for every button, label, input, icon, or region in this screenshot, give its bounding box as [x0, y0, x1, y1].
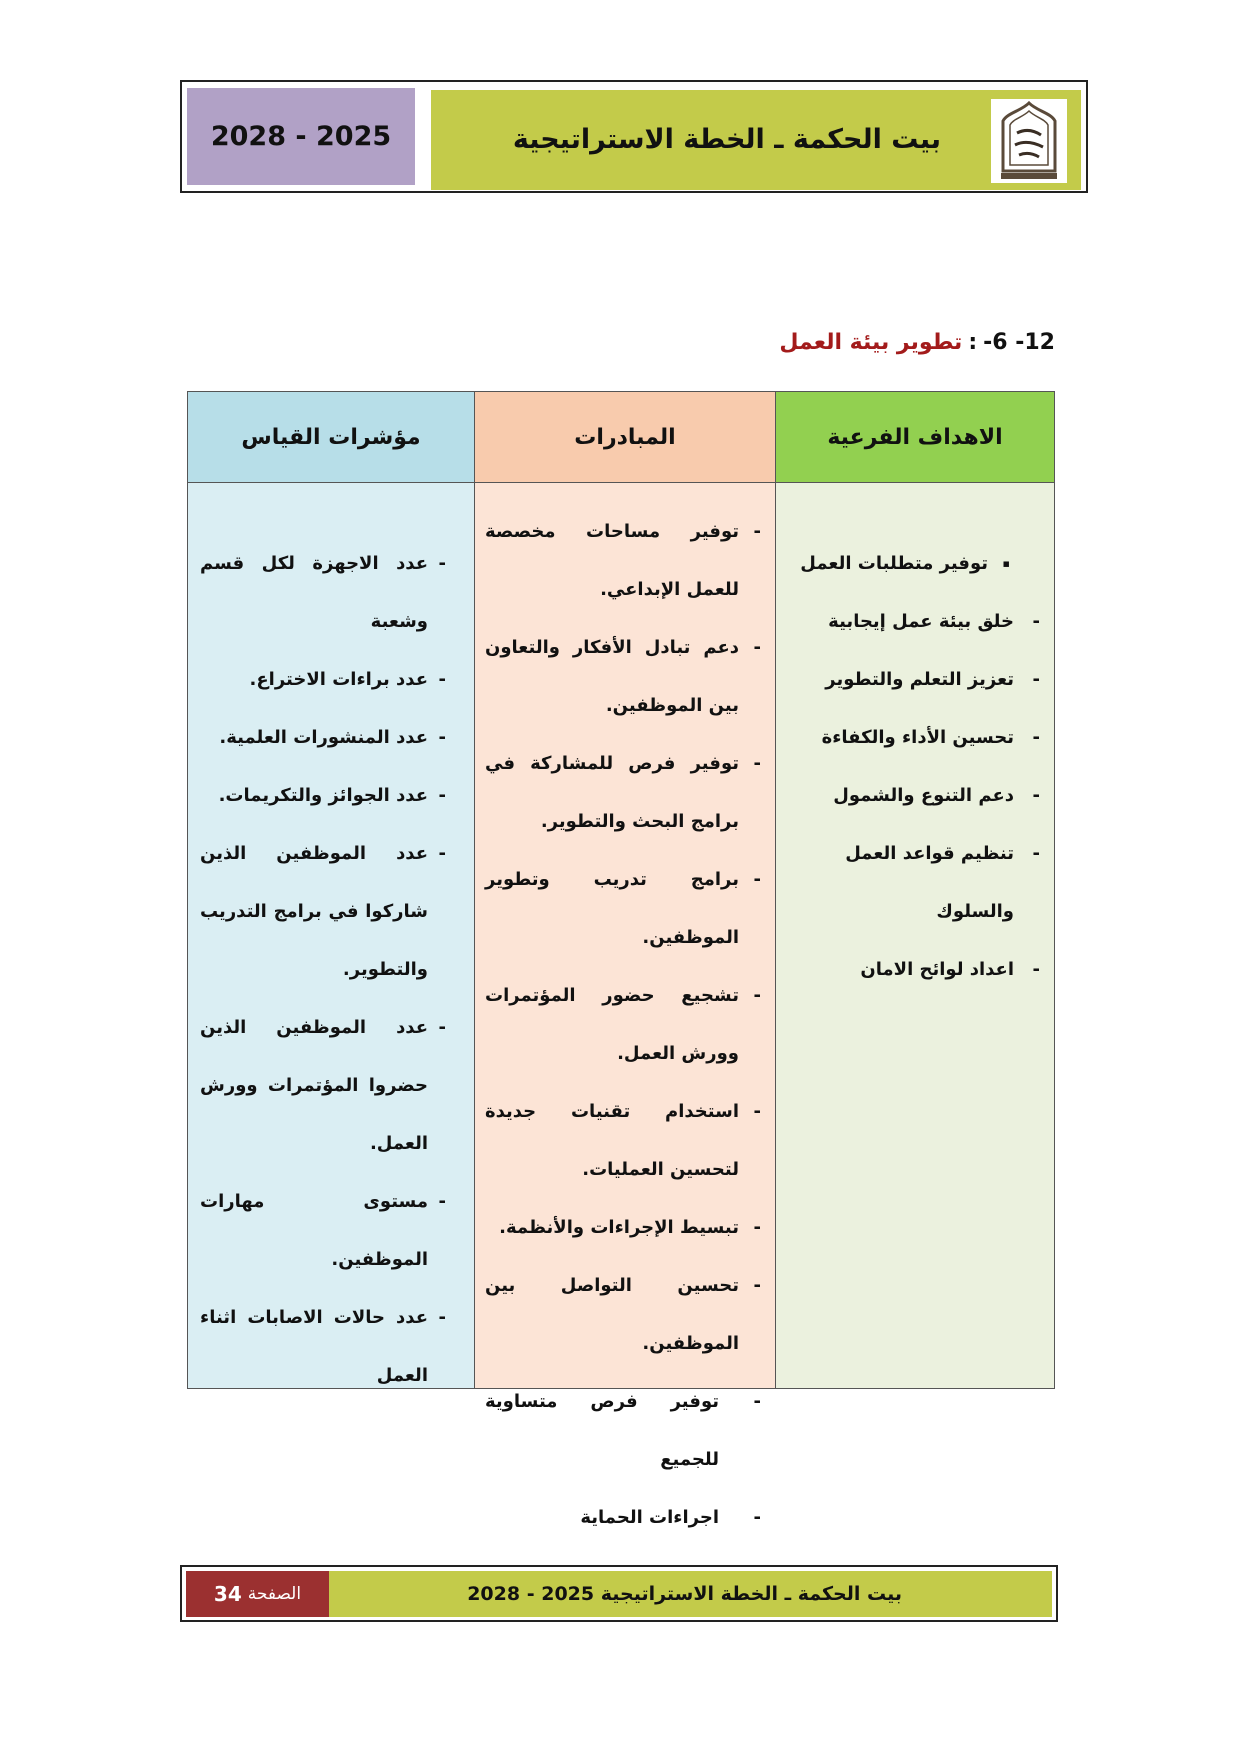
list-bullet: -: [438, 843, 446, 864]
goals-column: [775, 392, 1054, 1388]
page-footer: [180, 1565, 1058, 1622]
list-bullet: -: [438, 553, 446, 574]
initiative-item: [485, 851, 761, 967]
initiative-item: [485, 735, 761, 851]
list-item-text: دعم تبادل الأفكار والتعاون بين الموظفين.: [485, 637, 739, 716]
indicators-cell: [188, 483, 474, 1388]
list-item-text: عدد الموظفين الذين حضروا المؤتمرات وورش العمل.: [200, 1017, 428, 1154]
goals-list: [776, 483, 1054, 999]
goal-item: [784, 941, 1040, 999]
list-bullet: -: [753, 1391, 761, 1412]
initiative-item: [485, 619, 761, 735]
strategy-table: [187, 391, 1055, 1528]
initiative-item: [485, 1373, 761, 1489]
header-title-band: [431, 90, 1081, 190]
indicator-item: [200, 1289, 446, 1405]
list-item-text: عدد حالات الاصابات اثناء العمل: [200, 1307, 428, 1386]
bayt-al-hikma-logo-icon: [991, 99, 1067, 183]
indicator-item: [200, 767, 446, 825]
list-bullet: -: [753, 1275, 761, 1296]
list-item-text: اعداد لوائح الامان: [860, 959, 1014, 980]
goal-item: [784, 535, 1040, 593]
list-item-text: تحسين التواصل بين الموظفين.: [485, 1275, 739, 1354]
list-item-text: اجراءات الحماية: [580, 1507, 719, 1528]
section-heading: [779, 330, 1055, 355]
goals-cell: [776, 483, 1054, 1388]
initiatives-cell: [475, 483, 775, 1528]
initiative-item: [485, 503, 761, 619]
list-bullet: -: [753, 637, 761, 658]
list-bullet: -: [438, 785, 446, 806]
page-label: الصفحة: [247, 1584, 302, 1604]
initiatives-column: [474, 392, 775, 1528]
list-bullet: -: [753, 869, 761, 890]
list-item-text: عدد الجوائز والتكريمات.: [218, 785, 428, 806]
indicators-column: [188, 392, 474, 1388]
page-number-box: [186, 1571, 329, 1617]
indicator-item: [200, 709, 446, 767]
goal-item: [784, 593, 1040, 651]
footer-text: بيت الحكمة ـ الخطة الاستراتيجية 2025 - 2028: [467, 1583, 902, 1605]
list-bullet: -: [1032, 611, 1040, 632]
list-bullet: -: [1032, 727, 1040, 748]
list-bullet: -: [753, 753, 761, 774]
list-item-text: خلق بيئة عمل إيجابية: [828, 611, 1014, 632]
indicator-item: [200, 1173, 446, 1289]
indicators-list: [188, 483, 474, 1405]
page-number: 34: [213, 1582, 242, 1606]
list-item-text: عدد براءات الاختراع.: [249, 669, 428, 690]
list-item-text: استخدام تقنيات جديدة لتحسين العمليات.: [485, 1101, 739, 1180]
list-bullet: -: [1032, 669, 1040, 690]
list-item-text: توفير فرص متساوية للجميع: [485, 1391, 719, 1470]
list-bullet: -: [753, 521, 761, 542]
list-bullet: -: [438, 1191, 446, 1212]
initiative-item: [485, 967, 761, 1083]
list-bullet: -: [438, 1307, 446, 1328]
list-bullet: -: [438, 727, 446, 748]
section-number: 12- 6-: [983, 330, 1055, 355]
initiative-item: [485, 1083, 761, 1199]
list-bullet: -: [1032, 843, 1040, 864]
initiative-item: [485, 1257, 761, 1373]
initiatives-header: المبادرات: [475, 392, 775, 483]
list-bullet: ▪: [1002, 557, 1010, 570]
indicator-item: [200, 825, 446, 999]
list-bullet: -: [1032, 785, 1040, 806]
list-item-text: دعم التنوع والشمول: [833, 785, 1014, 806]
list-bullet: -: [438, 669, 446, 690]
indicator-item: [200, 651, 446, 709]
goal-item: [784, 651, 1040, 709]
list-item-text: عدد المنشورات العلمية.: [219, 727, 428, 748]
list-item-text: تعزيز التعلم والتطوير: [825, 669, 1014, 690]
page-header: [180, 80, 1088, 193]
list-item-text: تشجيع حضور المؤتمرات وورش العمل.: [485, 985, 739, 1064]
header-years: 2028 - 2025: [187, 88, 415, 185]
initiatives-list: [475, 483, 775, 1547]
list-bullet: -: [438, 1017, 446, 1038]
indicators-header: مؤشرات القياس: [188, 392, 474, 483]
list-item-text: عدد الاجهزة لكل قسم وشعبة: [200, 553, 428, 632]
initiative-item: [485, 1199, 761, 1257]
list-item-text: برامج تدريب وتطوير الموظفين.: [485, 869, 739, 948]
list-item-text: مستوى مهارات الموظفين.: [200, 1191, 428, 1270]
list-bullet: -: [753, 1507, 761, 1528]
indicator-item: [200, 535, 446, 651]
list-item-text: عدد الموظفين الذين شاركوا في برامج التدريب والتطوير.: [200, 843, 428, 980]
goal-item: [784, 767, 1040, 825]
list-item-text: توفير متطلبات العمل: [800, 553, 988, 574]
header-title: بيت الحكمة ـ الخطة الاستراتيجية: [512, 124, 941, 155]
goals-header: الاهداف الفرعية: [776, 392, 1054, 483]
list-item-text: تنظيم قواعد العمل والسلوك: [845, 843, 1014, 922]
goal-item: [784, 825, 1040, 941]
list-bullet: -: [753, 1101, 761, 1122]
list-bullet: -: [753, 1217, 761, 1238]
list-bullet: -: [753, 985, 761, 1006]
section-separator: :: [968, 330, 978, 355]
initiative-item: [485, 1489, 761, 1547]
list-item-text: توفير مساحات مخصصة للعمل الإبداعي.: [485, 521, 739, 600]
list-item-text: توفير فرص للمشاركة في برامج البحث والتطوير.: [485, 753, 739, 832]
indicator-item: [200, 999, 446, 1173]
goal-item: [784, 709, 1040, 767]
list-bullet: -: [1032, 959, 1040, 980]
list-item-text: تحسين الأداء والكفاءة: [821, 727, 1014, 748]
list-item-text: تبسيط الإجراءات والأنظمة.: [499, 1217, 739, 1238]
section-title: تطوير بيئة العمل: [779, 330, 963, 355]
